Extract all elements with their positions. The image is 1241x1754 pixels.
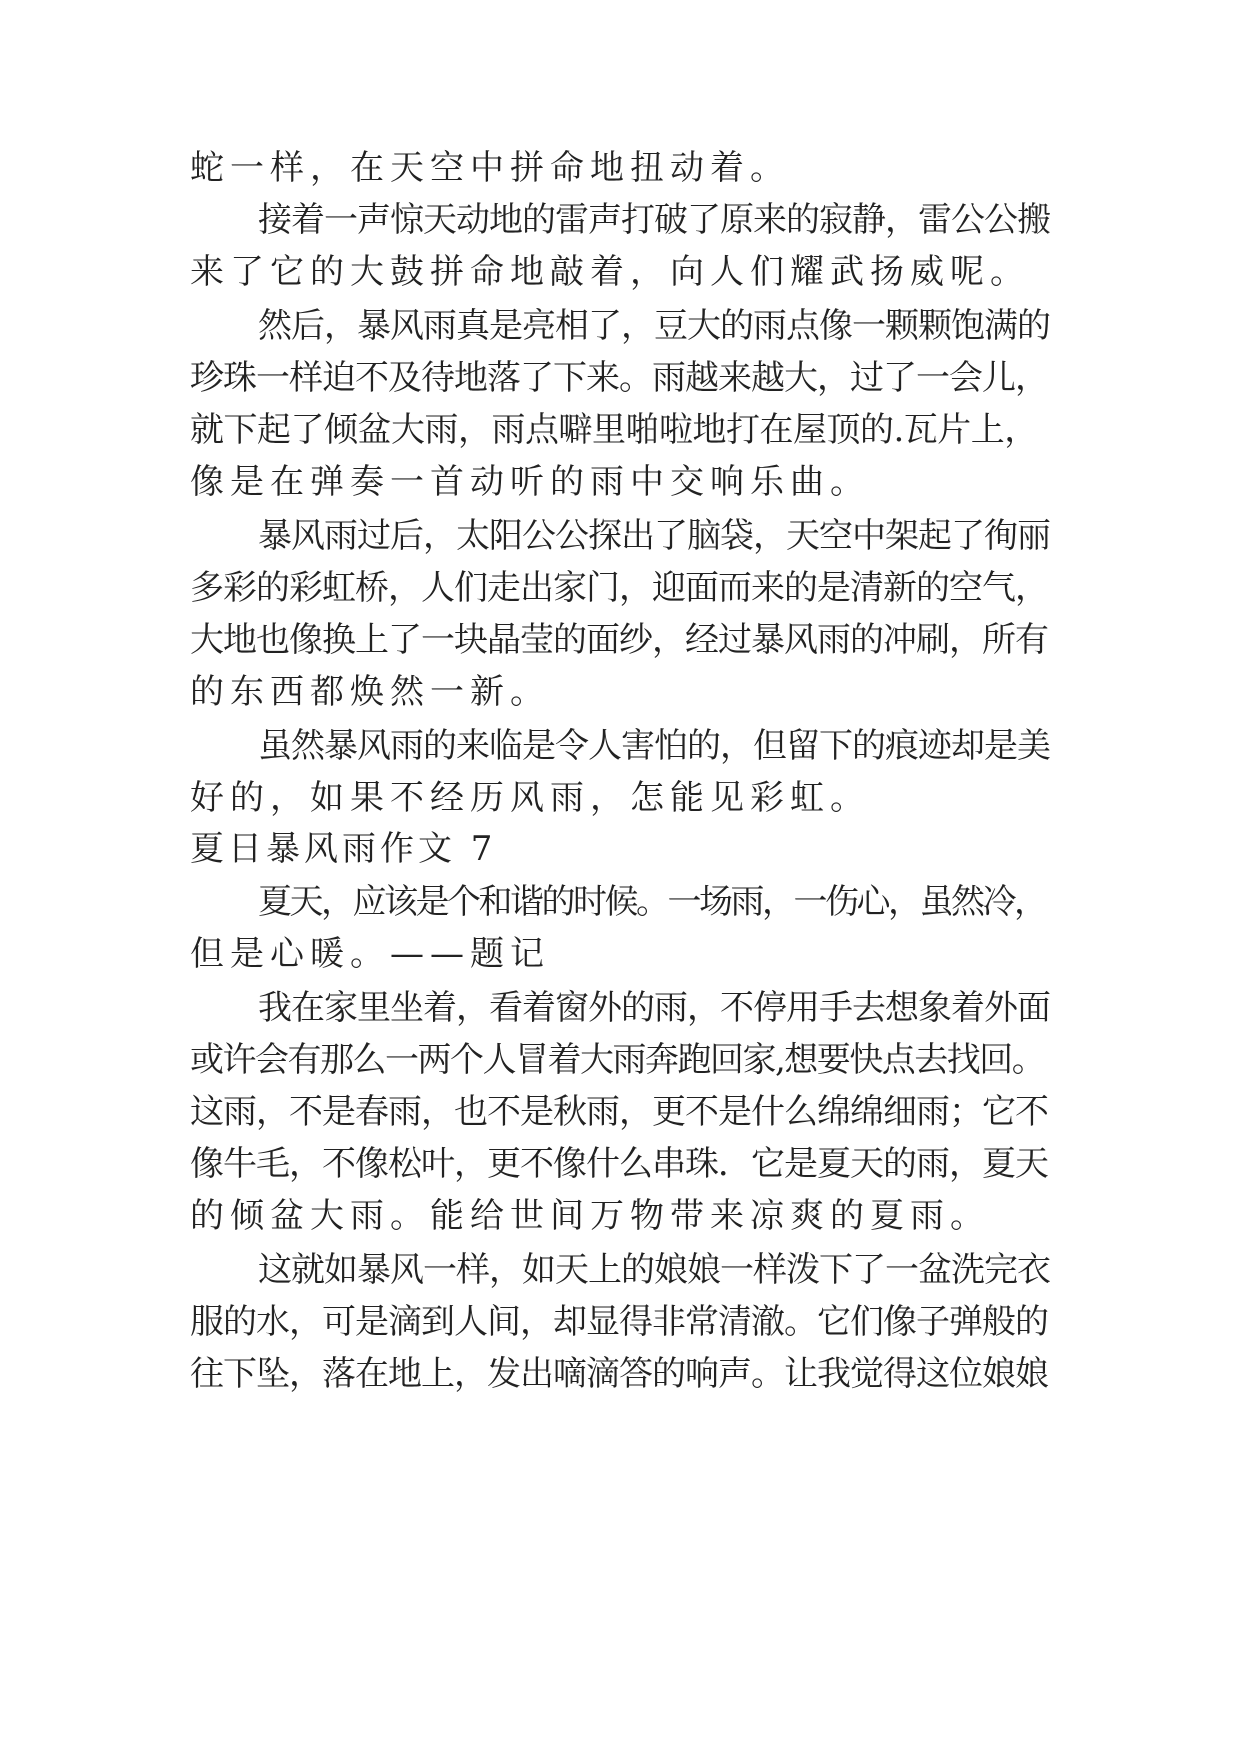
text-line: 这雨，不是春雨，也不是秋雨，更不是什么绵绵细雨；它不 xyxy=(190,1092,1048,1132)
text-line: 然后，暴风雨真是亮相了，豆大的雨点像一颗颗饱满的 xyxy=(258,306,1050,346)
text-line: 的东西都焕然一新。 xyxy=(190,672,550,712)
text-line: 像牛毛，不像松叶，更不像什么串珠．它是夏天的雨，夏天 xyxy=(190,1144,1048,1184)
text-line: 暴风雨过后，太阳公公探出了脑袋，天空中架起了徇丽 xyxy=(258,516,1050,556)
text-line: 或许会有那么一两个人冒着大雨奔跑回家,想要快点去找回。 xyxy=(190,1040,1045,1080)
text-line: 的倾盆大雨。能给世间万物带来凉爽的夏雨。 xyxy=(190,1196,990,1236)
text-line: 往下坠，落在地上，发出嘀滴答的响声。让我觉得这位娘娘 xyxy=(190,1354,1048,1394)
text-line: 这就如暴风一样，如天上的娘娘一样泼下了一盆洗完衣 xyxy=(258,1250,1050,1290)
text-line: 珍珠一样迫不及待地落了下来。雨越来越大，过了一会儿， xyxy=(190,358,1048,398)
text-line: 接着一声惊天动地的雷声打破了原来的寂静，雷公公搬 xyxy=(258,200,1050,240)
text-line: 服的水，可是滴到人间，却显得非常清澈。它们像子弹般的 xyxy=(190,1302,1048,1342)
text-line: 但是心暖。——题记 xyxy=(190,934,550,974)
text-line: 虽然暴风雨的来临是令人害怕的，但留下的痕迹却是美 xyxy=(258,726,1050,766)
text-line: 就下起了倾盆大雨，雨点噼里啪啦地打在屋顶的.瓦片上， xyxy=(190,410,1038,450)
text-line: 我在家里坐着，看着窗外的雨，不停用手去想象着外面 xyxy=(258,988,1050,1028)
section-heading: 夏日暴风雨作文 7 xyxy=(190,829,497,869)
text-line: 好的，如果不经历风雨，怎能见彩虹。 xyxy=(190,778,870,818)
text-line: 夏天，应该是个和谐的时候。一场雨，一伤心，虽然冷， xyxy=(258,882,1046,922)
text-line: 像是在弹奏一首动听的雨中交响乐曲。 xyxy=(190,462,870,502)
text-line: 多彩的彩虹桥，人们走出家门，迎面而来的是清新的空气， xyxy=(190,568,1048,608)
text-line: 大地也像换上了一块晶莹的面纱，经过暴风雨的冲刷，所有 xyxy=(190,620,1048,660)
text-line: 蛇一样，在天空中拼命地扭动着。 xyxy=(190,148,790,188)
text-line: 来了它的大鼓拼命地敲着，向人们耀武扬威呢。 xyxy=(190,252,1030,292)
